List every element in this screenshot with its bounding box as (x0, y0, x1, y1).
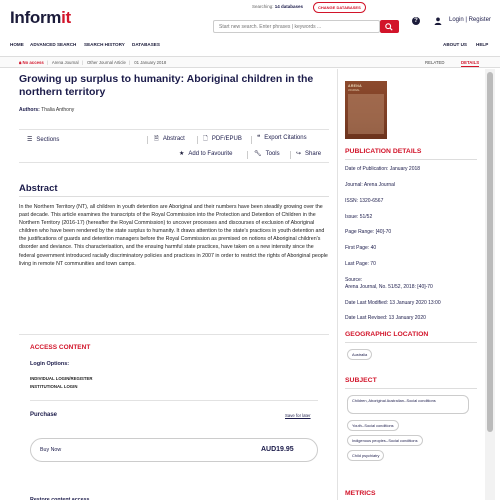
breadcrumb: 🔒︎ No access | Arena Journal | Other Journal Article | 01 January 2018 (19, 60, 167, 65)
sections-button[interactable]: ☰ Sections (27, 136, 60, 143)
save-for-later-link[interactable]: Save for later (285, 413, 311, 418)
file-icon: 🗋︎ (203, 136, 208, 142)
star-icon: ★ (179, 151, 185, 157)
access-content-heading: ACCESS CONTENT (30, 344, 91, 351)
informit-logo[interactable]: Informit (10, 8, 71, 27)
divider (345, 388, 477, 389)
geo-chip-australia[interactable]: Australia (347, 349, 372, 360)
detail-issn: ISSN: 1320-6567 (345, 198, 384, 204)
subject-chip[interactable]: Children, Aboriginal Australian--Social conditions (347, 395, 469, 414)
subject-chip[interactable]: Child psychiatry (347, 450, 384, 461)
site-header (0, 0, 500, 36)
lock-icon: 🔒︎ (19, 60, 22, 65)
detail-last-revised: Date Last Revised: 13 January 2020 (345, 315, 426, 321)
search-button[interactable] (380, 20, 399, 33)
article-type: Other Journal Article (86, 60, 126, 65)
abstract-button[interactable]: 🗎︎ Abstract (154, 136, 185, 142)
abstract-text: In the Northern Territory (NT), all children in youth detention are Aboriginal and their numbers have been steadily growing over the past decade. This article examines the transcripts of the Royal Commission into the Protection and Detention of Children in the Northern Territory (2016-17) (hereafter the Royal Commission) to uncover processes and discourses of exclusion of Aboriginal children who have been rendered by the state surplus to humanity. It draws attention to the state's practices in youth detention and the justifications of guards and detention managers before the Royal Commission as premised on notions of Aboriginal children's disorder and deviance. This characterisation, and the ensuing harmful state practices, have taken on a new intensity since the federal government introduced racially discriminatory policies and practices in 2007 in order to restrict the rights of Aboriginal people living in remote NT communities and town camps. (19, 204, 328, 267)
tools-button[interactable]: 🔧︎ Tools (254, 150, 280, 157)
detail-source: Arena Journal, No. 51/52, 2018: [40]-70 (345, 284, 433, 290)
detail-source-label: Source: (345, 277, 363, 283)
authors-line: Authors: Thalia Anthony (19, 107, 75, 113)
detail-page-range: Page Range: [40]-70 (345, 229, 392, 235)
divider (19, 196, 329, 197)
author-link[interactable]: Thalia Anthony (41, 107, 75, 113)
export-citations-button[interactable]: ❝ Export Citations (257, 134, 307, 141)
databases-count[interactable]: 14 databases (274, 4, 304, 9)
price: AUD19.95 (261, 446, 294, 453)
article-meta-bar (0, 56, 500, 68)
nav-help[interactable]: HELP (476, 42, 489, 47)
user-icon[interactable] (434, 17, 442, 25)
wrench-icon: 🔧︎ (254, 151, 262, 157)
search-input[interactable] (213, 20, 380, 33)
access-content-panel (19, 334, 329, 500)
nav-about-us[interactable]: ABOUT US (443, 42, 467, 47)
searching-status: Searching: 14 databases (252, 4, 304, 9)
search-icon (385, 23, 393, 31)
tab-related[interactable]: RELATED (425, 60, 445, 65)
document-icon: 🗎︎ (154, 136, 159, 142)
add-to-favourite-button[interactable]: ★ Add to Favourite (179, 150, 233, 157)
subject-chip[interactable]: Indigenous peoples--Social conditions (347, 435, 423, 446)
individual-login-link[interactable]: INDIVIDUAL LOGIN/REGISTER (30, 376, 93, 381)
scrollbar-thumb[interactable] (487, 72, 493, 432)
subject-heading: SUBJECT (345, 377, 377, 384)
main-nav (0, 42, 500, 52)
purchase-heading: Purchase (30, 412, 58, 418)
share-icon: ↪ (296, 151, 302, 157)
divider (345, 342, 477, 343)
pdf-epub-button[interactable]: 🗋︎ PDF/EPUB (203, 136, 242, 142)
list-icon: ☰ (27, 137, 33, 143)
nav-advanced-search[interactable]: ADVANCED SEARCH (30, 42, 77, 47)
detail-issue: Issue: 51/52 (345, 214, 373, 220)
detail-first-page: First Page: 40 (345, 245, 377, 251)
quote-icon: ❝ (257, 135, 261, 141)
divider (30, 400, 318, 401)
article-title: Growing up surplus to humanity: Aboriginal children in the northern territory (19, 73, 314, 98)
access-status: No access (22, 60, 44, 65)
restore-access-heading: Restore content access (30, 497, 90, 500)
nav-databases[interactable]: DATABASES (132, 42, 160, 47)
abstract-heading: Abstract (19, 183, 58, 194)
detail-date: Date of Publication: January 2018 (345, 166, 421, 172)
details-sidebar (337, 69, 484, 500)
login-register-link[interactable]: Login | Register (449, 17, 491, 23)
detail-last-page: Last Page: 70 (345, 261, 376, 267)
institutional-login-link[interactable]: INSTITUTIONAL LOGIN (30, 384, 78, 389)
sidebar-scrollbar[interactable] (485, 69, 495, 500)
publication-details-heading: PUBLICATION DETAILS (345, 148, 422, 155)
article-date: 01 January 2018 (134, 60, 167, 65)
tab-details[interactable]: DETAILS (461, 60, 480, 65)
metrics-heading: METRICS (345, 490, 376, 497)
help-icon[interactable]: ? (412, 17, 420, 25)
detail-last-modified: Date Last Modified: 13 January 2020 13:00 (345, 300, 441, 306)
buy-now-label: Buy Now (40, 447, 62, 453)
geographic-location-heading: GEOGRAPHIC LOCATION (345, 331, 429, 338)
change-databases-button[interactable]: CHANGE DATABASES (313, 2, 366, 13)
login-options-heading: Login Options: (30, 361, 70, 367)
detail-journal: Journal: Arena Journal (345, 182, 396, 188)
divider (345, 159, 477, 160)
share-button[interactable]: ↪ Share (296, 150, 322, 157)
subject-chip[interactable]: Youth--Social conditions (347, 420, 399, 431)
buy-now-button[interactable] (30, 438, 318, 462)
nav-home[interactable]: HOME (10, 42, 24, 47)
article-actions (19, 129, 329, 163)
journal-cover-image: ARENA JOURNAL (345, 81, 387, 139)
journal-link[interactable]: Arena Journal (51, 60, 79, 65)
nav-search-history[interactable]: SEARCH HISTORY (84, 42, 125, 47)
